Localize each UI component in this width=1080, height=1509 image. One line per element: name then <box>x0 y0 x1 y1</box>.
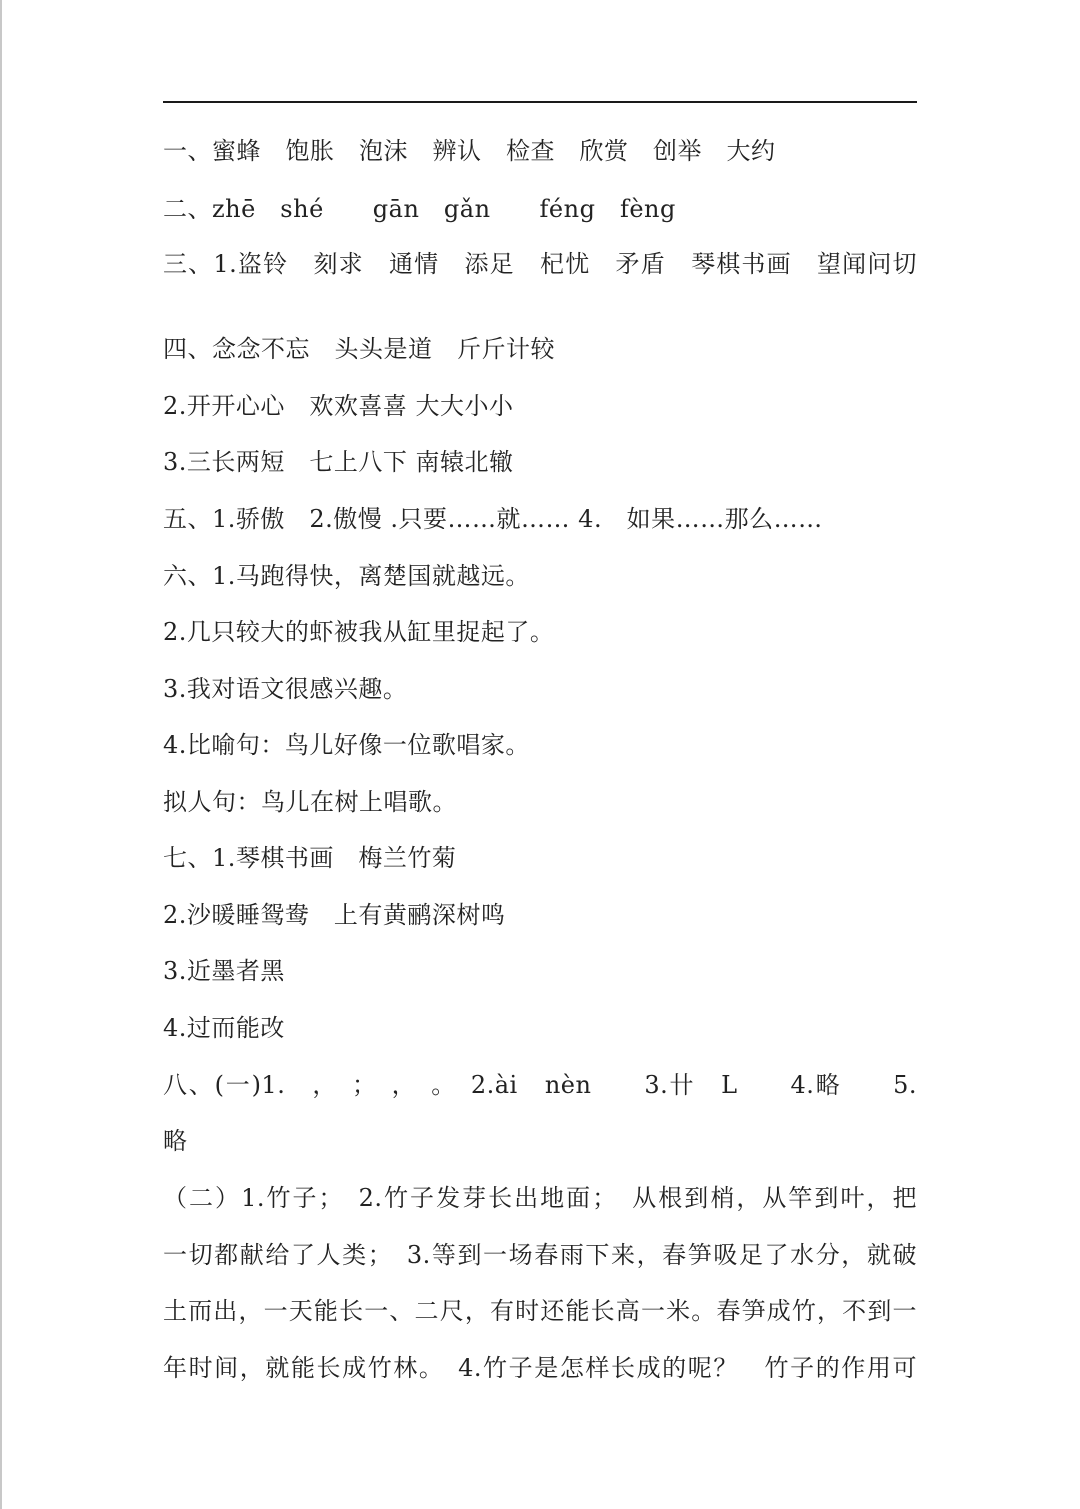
answer-line-15: 3.近墨者黑 <box>163 957 285 985</box>
answer-line-10: 3.我对语文很感兴趣。 <box>163 675 408 703</box>
answer-line-17: 八、(一)1. ， ； ， 。 2.ài nèn 3.卄 L 4.略 5. <box>163 1071 917 1099</box>
answer-line-9: 2.几只较大的虾被我从缸里捉起了。 <box>163 618 555 646</box>
answer-line-20: 一切都献给了人类； 3.等到一场春雨下来，春笋吸足了水分，就破 <box>163 1241 917 1269</box>
answer-line-5: 2.开开心心 欢欢喜喜 大大小小 <box>163 392 514 420</box>
answer-line-19: （二）1.竹子； 2.竹子发芽长出地面； 从根到梢，从竿到叶，把 <box>163 1184 917 1212</box>
answer-line-7: 五、1.骄傲 2.傲慢 .只要……就…… 4. 如果……那么…… <box>163 505 823 533</box>
answer-line-3: 三、1.盗铃 刻求 通情 添足 杞忧 矛盾 琴棋书画 望闻问切 <box>163 250 917 278</box>
answer-line-6: 3.三长两短 七上八下 南辕北辙 <box>163 448 514 476</box>
answer-line-11: 4.比喻句：鸟儿好像一位歌唱家。 <box>163 731 530 759</box>
answer-line-8: 六、1.马跑得快，离楚国就越远。 <box>163 562 530 590</box>
header-rule <box>163 101 917 103</box>
answer-line-1: 一、蜜蜂 饱胀 泡沫 辨认 检查 欣赏 创举 大约 <box>163 137 776 165</box>
page-left-border <box>0 0 2 1509</box>
answer-line-18: 略 <box>163 1127 188 1155</box>
answer-line-14: 2.沙暖睡鸳鸯 上有黄鹂深树鸣 <box>163 901 506 929</box>
answer-line-13: 七、1.琴棋书画 梅兰竹菊 <box>163 844 457 872</box>
answer-line-12: 拟人句：鸟儿在树上唱歌。 <box>163 788 457 816</box>
answer-line-21: 土而出，一天能长一、二尺，有时还能长高一米。春笋成竹，不到一 <box>163 1297 917 1325</box>
answer-line-22: 年时间，就能长成竹林。 4.竹子是怎样长成的呢？ 竹子的作用可 <box>163 1354 917 1382</box>
answer-line-4: 四、念念不忘 头头是道 斤斤计较 <box>163 335 555 363</box>
answer-line-2: 二、zhē shé gān gǎn féng fèng <box>163 195 676 223</box>
answer-line-16: 4.过而能改 <box>163 1014 285 1042</box>
